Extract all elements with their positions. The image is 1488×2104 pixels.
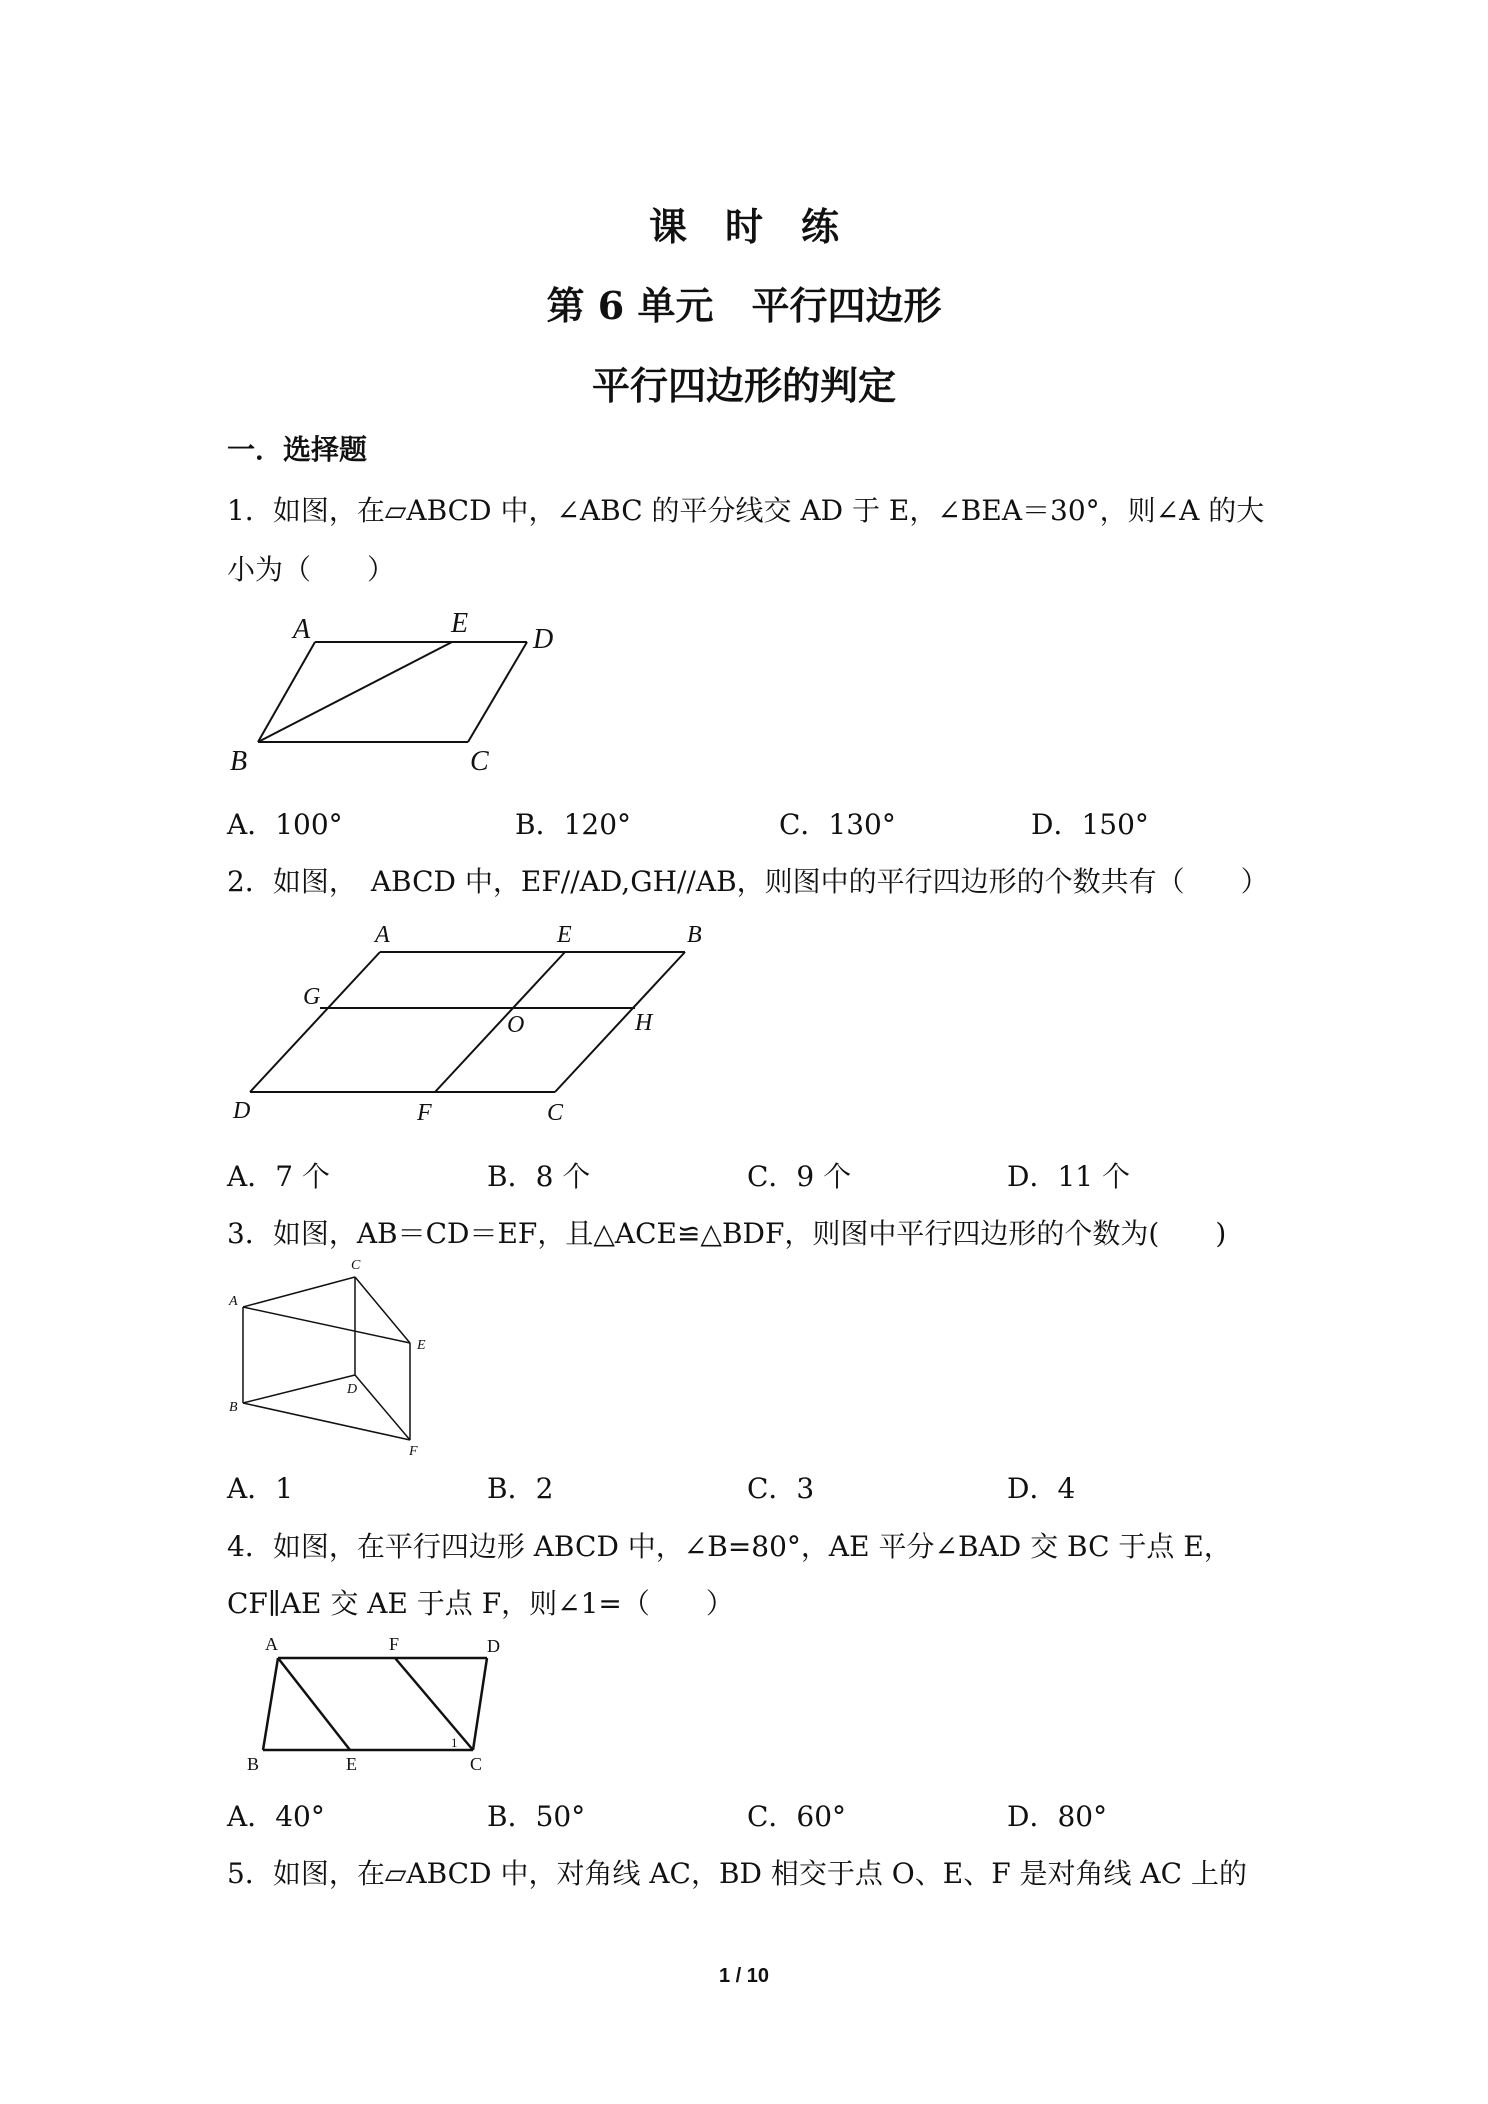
q2-option-c[interactable]: C．9 个 (747, 1160, 852, 1193)
q2-label-a: A (375, 922, 390, 948)
q3-label-b: B (229, 1400, 238, 1415)
q4-parallelogram-figure (225, 1630, 525, 1775)
q4-label-a: A (265, 1634, 278, 1654)
q1-option-b[interactable]: B．120° (515, 808, 632, 841)
q2-label-g: G (303, 984, 321, 1010)
page-title: 课 时 练 (648, 204, 839, 249)
page-number: 1 / 10 (718, 1965, 770, 1987)
q2-text-line1: 2．如图， ABCD 中，EF//AD,GH//AB，则图中的平行四边形的个数共有（ ） (227, 865, 1269, 898)
q4-text-line1: 4．如图，在平行四边形 ABCD 中，∠B=80°，AE 平分∠BAD 交 BC 于点 E， (227, 1530, 1232, 1563)
q1-label-a: A (293, 614, 311, 645)
q4-option-c[interactable]: C．60° (747, 1800, 847, 1833)
q4-label-b: B (247, 1754, 260, 1774)
q2-label-c: C (547, 1100, 564, 1126)
q4-label-angle-1: 1 (451, 1735, 458, 1750)
q3-label-f: F (409, 1444, 418, 1455)
topic-title: 平行四边形的判定 (591, 363, 896, 408)
q2-parallelogram-figure (225, 920, 725, 1135)
q4-option-b[interactable]: B．50° (487, 1800, 586, 1833)
q1-label-d: D (533, 624, 554, 655)
q2-option-b[interactable]: B．8 个 (487, 1160, 591, 1193)
unit-title: 第 6 单元 平行四边形 (546, 283, 942, 328)
q2-option-a[interactable]: A．7 个 (227, 1160, 330, 1193)
q4-label-e: E (346, 1754, 357, 1774)
q2-label-d: D (233, 1098, 251, 1124)
q3-option-c[interactable]: C．3 (747, 1472, 815, 1505)
q5-text-line1: 5．如图，在▱ABCD 中，对角线 AC，BD 相交于点 O、E、F 是对角线 AC 上的 (227, 1857, 1247, 1890)
q4-text-line2: CF∥AE 交 AE 于点 F，则∠1=（ ） (227, 1587, 734, 1620)
q1-option-d[interactable]: D．150° (1031, 808, 1149, 841)
q1-text-line1: 1．如图，在▱ABCD 中，∠ABC 的平分线交 AD 于 E，∠BEA＝30°，则∠A 的大 (227, 494, 1265, 527)
q3-label-a: A (229, 1294, 238, 1309)
q2-label-h: H (635, 1010, 653, 1036)
q1-option-a[interactable]: A．100° (227, 808, 343, 841)
q4-label-d: D (487, 1636, 500, 1656)
q1-text-line2: 小为（ ） (227, 553, 396, 586)
q3-prism-figure (225, 1255, 445, 1455)
q1-label-b: B (230, 746, 248, 777)
q3-option-a[interactable]: A．1 (227, 1472, 294, 1505)
q2-label-b: B (687, 922, 702, 948)
q1-label-e: E (451, 610, 469, 639)
q2-label-f: F (417, 1100, 432, 1126)
q3-label-c: C (351, 1258, 361, 1273)
q1-option-c[interactable]: C．130° (779, 808, 896, 841)
q2-label-e: E (557, 922, 572, 948)
section-heading: 一．选择题 (227, 433, 368, 466)
q4-label-f: F (389, 1634, 400, 1654)
q4-label-c: C (470, 1754, 483, 1774)
q1-label-c: C (470, 746, 489, 777)
q3-option-d[interactable]: D．4 (1007, 1472, 1076, 1505)
q3-text-line1: 3．如图，AB＝CD＝EF，且△ACE≌△BDF，则图中平行四边形的个数为( ) (227, 1217, 1227, 1250)
q3-option-b[interactable]: B．2 (487, 1472, 554, 1505)
q4-option-d[interactable]: D．80° (1007, 1800, 1108, 1833)
q3-label-d: D (347, 1382, 358, 1397)
q2-label-o: O (507, 1012, 525, 1038)
q2-option-d[interactable]: D．11 个 (1007, 1160, 1130, 1193)
q4-option-a[interactable]: A．40° (227, 1800, 325, 1833)
q3-label-e: E (417, 1338, 426, 1353)
q1-parallelogram-figure (225, 610, 585, 780)
